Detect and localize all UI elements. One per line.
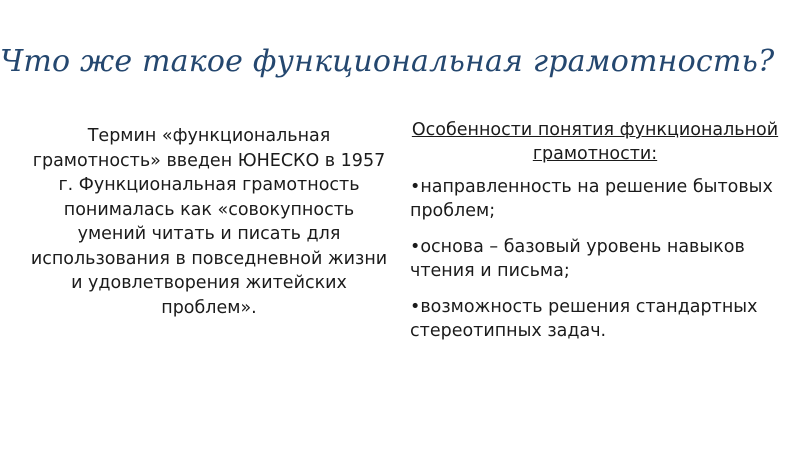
slide-title: Что же такое функциональная грамотность? bbox=[0, 44, 775, 79]
feature-item: •основа – базовый уровень навыков чтения и письма; bbox=[410, 237, 745, 281]
feature-item: •возможность решения стандартных стереотипных задач. bbox=[410, 297, 758, 341]
features-block bbox=[410, 118, 780, 355]
feature-item: •направленность на решение бытовых проблем; bbox=[410, 177, 773, 221]
definition-text: Термин «функциональная грамотность» введен ЮНЕСКО в 1957 г. Функциональная грамотность понималась как «совокупность умений читать и писать для использования в повседневной жизни и удовлетворения житейских проблем». bbox=[30, 126, 388, 318]
features-heading: Особенности понятия функциональной грамотности: bbox=[411, 120, 779, 164]
